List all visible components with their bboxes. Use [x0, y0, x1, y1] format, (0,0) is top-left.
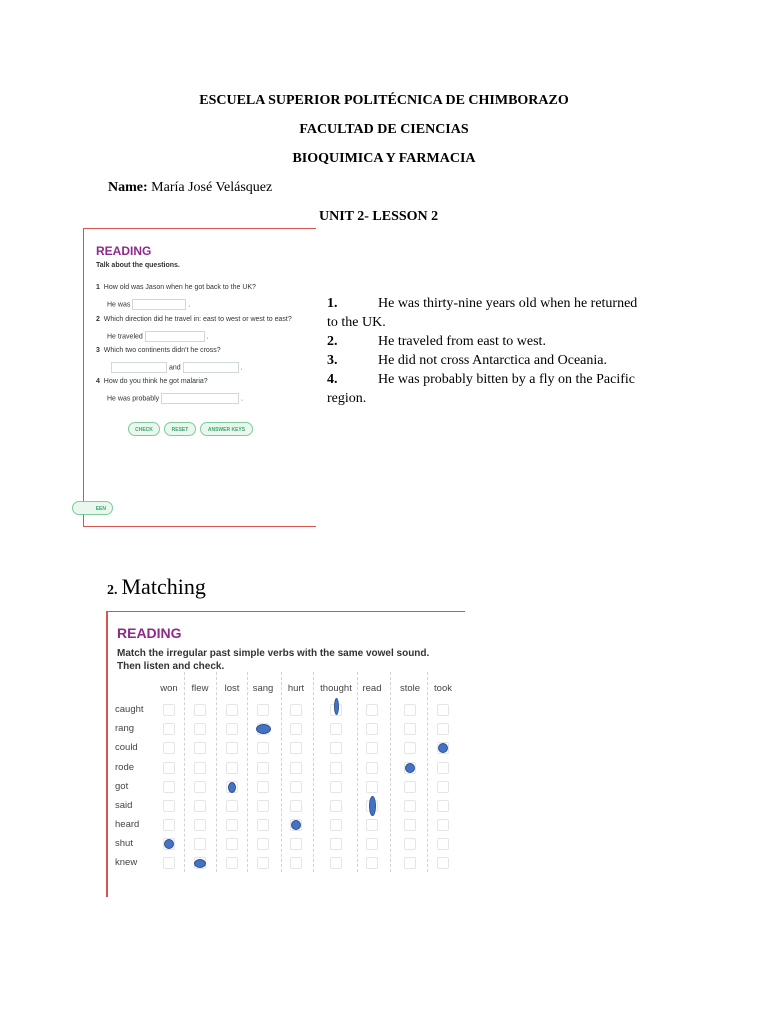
match-checkbox-caught-hurt[interactable] — [290, 704, 302, 716]
partial-button[interactable]: EEN — [72, 501, 113, 515]
match-checkbox-caught-won[interactable] — [163, 704, 175, 716]
match-checkbox-caught-took[interactable] — [437, 704, 449, 716]
answer-prompt: He was — [107, 301, 131, 309]
name-label: Name: — [108, 180, 148, 195]
answer-number: 2. — [327, 334, 338, 349]
section-number: 2. — [107, 583, 118, 598]
match-checkbox-heard-stole[interactable] — [404, 819, 416, 831]
program-name: BIOQUIMICA Y FARMACIA — [292, 151, 476, 166]
match-checkbox-could-won[interactable] — [163, 742, 175, 754]
match-checkbox-knew-sang[interactable] — [257, 857, 269, 869]
instructions-line-2: Then listen and check. — [117, 661, 225, 672]
question-1 — [96, 284, 256, 291]
answer-text: He did not cross Antarctica and Oceania. — [378, 353, 607, 368]
match-checkbox-heard-won[interactable] — [163, 819, 175, 831]
match-checkbox-knew-won[interactable] — [163, 857, 175, 869]
section-heading — [107, 574, 206, 600]
match-checkbox-said-stole[interactable] — [404, 800, 416, 812]
question-text: Which two continents didn't he cross? — [103, 347, 221, 354]
match-checkbox-knew-took[interactable] — [437, 857, 449, 869]
match-checkbox-rang-thought[interactable] — [330, 723, 342, 735]
answer-suffix: . — [241, 395, 243, 403]
match-checkbox-got-read[interactable] — [366, 781, 378, 793]
question-text: How old was Jason when he got back to the UK? — [103, 284, 256, 291]
match-checkbox-got-took[interactable] — [437, 781, 449, 793]
answers-list — [327, 294, 667, 408]
unit-lesson-title: UNIT 2- LESSON 2 — [319, 209, 439, 224]
row-label-got: got — [115, 781, 129, 792]
answer-item-4 — [327, 370, 667, 389]
column-header-hurt: hurt — [287, 683, 305, 694]
row-label-said: said — [115, 800, 133, 811]
match-checkbox-rode-sang[interactable] — [257, 762, 269, 774]
answer-number: 4. — [327, 372, 338, 387]
match-checkbox-shut-flew[interactable] — [194, 838, 206, 850]
match-checkbox-said-won[interactable] — [163, 800, 175, 812]
answer-line-4 — [107, 393, 243, 404]
match-checkbox-could-flew[interactable] — [194, 742, 206, 754]
student-name-line — [108, 180, 272, 196]
reading-subtitle: Talk about the questions. — [96, 262, 180, 269]
answer-text: He was thirty-nine years old when he returned — [378, 296, 638, 311]
match-checkbox-rode-thought[interactable] — [330, 762, 342, 774]
match-checkbox-rang-flew[interactable] — [194, 723, 206, 735]
school-name: ESCUELA SUPERIOR POLITÉCNICA DE CHIMBORAZO — [199, 93, 569, 108]
column-header-stole: stole — [399, 683, 421, 694]
match-mark-got-lost — [228, 782, 236, 793]
answer-prompt: He traveled — [107, 333, 143, 341]
answer-item-3 — [327, 351, 667, 370]
grid-separator — [357, 672, 359, 872]
question-4 — [96, 378, 208, 385]
match-checkbox-heard-thought[interactable] — [330, 819, 342, 831]
match-checkbox-said-hurt[interactable] — [290, 800, 302, 812]
match-checkbox-shut-thought[interactable] — [330, 838, 342, 850]
question-number: 2 — [96, 316, 100, 323]
question-number: 1 — [96, 284, 100, 291]
column-header-sang: sang — [252, 683, 274, 694]
match-checkbox-said-thought[interactable] — [330, 800, 342, 812]
column-header-thought: thought — [320, 683, 352, 694]
match-mark-could-took — [438, 743, 448, 753]
match-checkbox-said-took[interactable] — [437, 800, 449, 812]
match-checkbox-said-flew[interactable] — [194, 800, 206, 812]
grid-separator — [216, 672, 218, 872]
row-label-rode: rode — [115, 762, 135, 773]
answer-and: and — [168, 364, 181, 372]
match-checkbox-could-read[interactable] — [366, 742, 378, 754]
answer-text-continued: to the UK. — [327, 315, 386, 330]
answer-line-2 — [107, 331, 209, 342]
column-header-won: won — [160, 683, 178, 694]
match-checkbox-knew-stole[interactable] — [404, 857, 416, 869]
match-checkbox-rode-took[interactable] — [437, 762, 449, 774]
column-header-flew: flew — [191, 683, 209, 694]
match-checkbox-caught-flew[interactable] — [194, 704, 206, 716]
question-number: 3 — [96, 347, 100, 354]
answer-prompt: He was probably — [107, 395, 160, 403]
match-checkbox-caught-read[interactable] — [366, 704, 378, 716]
match-mark-rang-sang — [256, 724, 271, 734]
answer-input[interactable] — [183, 362, 239, 373]
column-header-read: read — [362, 683, 382, 694]
section-title: Matching — [121, 574, 206, 599]
row-label-could: could — [115, 742, 138, 753]
match-mark-caught-thought — [334, 698, 339, 715]
match-checkbox-caught-stole[interactable] — [404, 704, 416, 716]
match-checkbox-caught-sang[interactable] — [257, 704, 269, 716]
match-mark-heard-hurt — [291, 820, 301, 830]
match-checkbox-rang-took[interactable] — [437, 723, 449, 735]
answer-input[interactable] — [111, 362, 167, 373]
answer-text: He was probably bitten by a fly on the Pacific — [378, 372, 635, 387]
match-checkbox-could-sang[interactable] — [257, 742, 269, 754]
match-checkbox-heard-read[interactable] — [366, 819, 378, 831]
match-checkbox-rode-lost[interactable] — [226, 762, 238, 774]
match-checkbox-got-thought[interactable] — [330, 781, 342, 793]
match-checkbox-could-hurt[interactable] — [290, 742, 302, 754]
match-checkbox-got-sang[interactable] — [257, 781, 269, 793]
match-checkbox-got-stole[interactable] — [404, 781, 416, 793]
match-checkbox-could-stole[interactable] — [404, 742, 416, 754]
answer-suffix: . — [206, 333, 209, 341]
reading-title: READING — [117, 625, 182, 641]
match-checkbox-heard-sang[interactable] — [257, 819, 269, 831]
instructions-line-1: Match the irregular past simple verbs with the same vowel sound. — [117, 648, 430, 659]
match-checkbox-shut-sang[interactable] — [257, 838, 269, 850]
match-checkbox-knew-hurt[interactable] — [290, 857, 302, 869]
match-checkbox-caught-lost[interactable] — [226, 704, 238, 716]
match-mark-rode-stole — [405, 763, 415, 773]
match-checkbox-heard-lost[interactable] — [226, 819, 238, 831]
match-checkbox-got-flew[interactable] — [194, 781, 206, 793]
match-checkbox-rang-lost[interactable] — [226, 723, 238, 735]
answer-number: 1. — [327, 296, 338, 311]
question-3 — [96, 347, 221, 354]
match-checkbox-rode-flew[interactable] — [194, 762, 206, 774]
grid-separator — [247, 672, 249, 872]
match-checkbox-got-won[interactable] — [163, 781, 175, 793]
match-mark-shut-won — [164, 839, 174, 849]
match-checkbox-rang-hurt[interactable] — [290, 723, 302, 735]
match-checkbox-rang-stole[interactable] — [404, 723, 416, 735]
match-checkbox-rang-won[interactable] — [163, 723, 175, 735]
match-checkbox-rang-read[interactable] — [366, 723, 378, 735]
match-checkbox-knew-read[interactable] — [366, 857, 378, 869]
question-text: Which direction did he travel in: east to west or west to east? — [103, 316, 292, 323]
row-label-rang: rang — [115, 723, 135, 734]
reading-exercise-image-2 — [106, 611, 465, 897]
grid-separator — [313, 672, 315, 872]
match-checkbox-knew-lost[interactable] — [226, 857, 238, 869]
row-label-heard: heard — [115, 819, 140, 830]
question-2 — [96, 316, 292, 323]
match-checkbox-knew-thought[interactable] — [330, 857, 342, 869]
match-checkbox-shut-hurt[interactable] — [290, 838, 302, 850]
match-checkbox-heard-flew[interactable] — [194, 819, 206, 831]
row-label-caught: caught — [115, 704, 144, 715]
match-checkbox-rode-read[interactable] — [366, 762, 378, 774]
question-number: 4 — [96, 378, 100, 385]
answer-input[interactable] — [145, 331, 205, 342]
match-mark-knew-flew — [194, 859, 206, 868]
answer-text: He traveled from east to west. — [378, 334, 546, 349]
faculty-name: FACULTAD DE CIENCIAS — [299, 122, 469, 137]
match-checkbox-rode-hurt[interactable] — [290, 762, 302, 774]
match-checkbox-got-hurt[interactable] — [290, 781, 302, 793]
answer-line-3 — [111, 362, 243, 373]
row-label-knew: knew — [115, 857, 138, 868]
match-checkbox-heard-took[interactable] — [437, 819, 449, 831]
grid-separator — [427, 672, 429, 872]
match-checkbox-shut-lost[interactable] — [226, 838, 238, 850]
reading-exercise-image-1 — [83, 228, 316, 527]
answer-input[interactable] — [132, 299, 186, 310]
match-checkbox-rode-won[interactable] — [163, 762, 175, 774]
match-mark-said-read — [369, 796, 376, 816]
question-text: How do you think he got malaria? — [103, 378, 208, 385]
column-header-took: took — [434, 683, 452, 694]
match-checkbox-shut-took[interactable] — [437, 838, 449, 850]
answer-number: 3. — [327, 353, 338, 368]
column-header-lost: lost — [224, 683, 240, 694]
answer-item-1 — [327, 294, 667, 313]
answer-input[interactable] — [161, 393, 239, 404]
grid-separator — [281, 672, 283, 872]
match-checkbox-shut-read[interactable] — [366, 838, 378, 850]
reset-button[interactable]: RESET — [164, 422, 196, 436]
check-button[interactable]: CHECK — [128, 422, 160, 436]
answer-suffix: . — [240, 364, 243, 372]
match-checkbox-said-sang[interactable] — [257, 800, 269, 812]
row-label-shut: shut — [115, 838, 133, 849]
match-checkbox-could-lost[interactable] — [226, 742, 238, 754]
grid-separator — [390, 672, 392, 872]
answer-line-1 — [107, 299, 190, 310]
answer-keys-button[interactable]: ANSWER KEYS — [200, 422, 253, 436]
match-checkbox-shut-stole[interactable] — [404, 838, 416, 850]
answer-suffix: . — [188, 301, 191, 309]
answer-item-2 — [327, 332, 667, 351]
match-checkbox-could-thought[interactable] — [330, 742, 342, 754]
grid-separator — [184, 672, 186, 872]
match-checkbox-said-lost[interactable] — [226, 800, 238, 812]
answer-text-continued: region. — [327, 391, 367, 406]
reading-title: READING — [96, 244, 152, 258]
student-name: María José Velásquez — [151, 180, 273, 195]
